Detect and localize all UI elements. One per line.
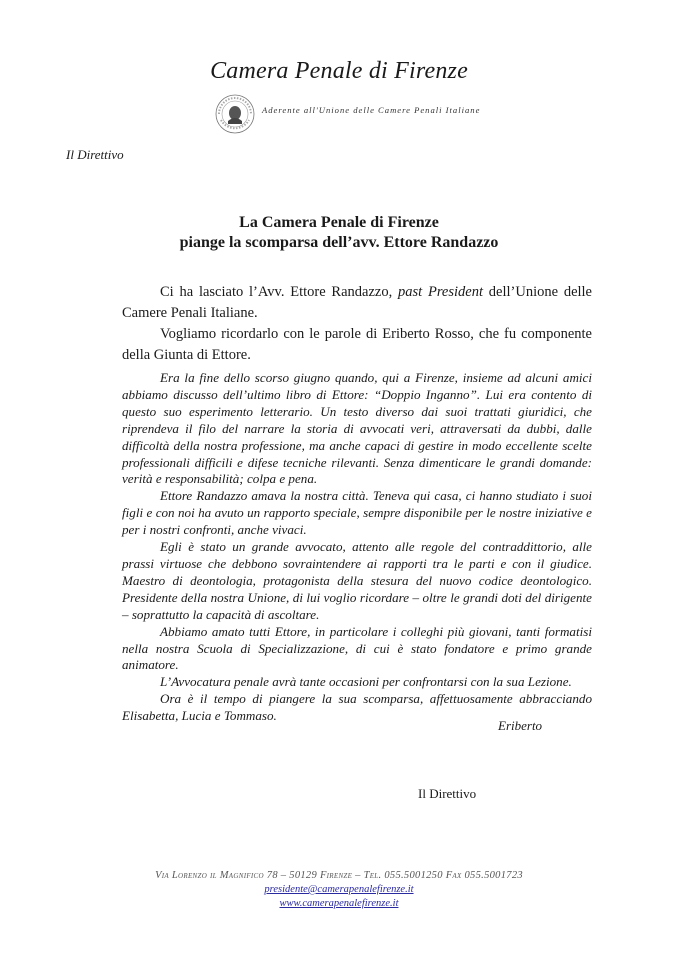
quote-paragraph: Ora è il tempo di piangere la sua scomparsa, affettuosamente abbracciando Elisabetta, Lucia e Tommaso.: [122, 691, 592, 724]
quote-paragraph: Ettore Randazzo amava la nostra città. Teneva qui casa, ci hanno studiato i suoi figli e con noi ha avuto un rapporto speciale, sempre disponibile per le nostre iniziative e per i nostri confronti, anche vivaci.: [122, 488, 592, 538]
title-line-2: piange la scomparsa dell’avv. Ettore Randazzo: [179, 234, 499, 251]
intro-text: [122, 282, 592, 366]
quote-paragraph: L’Avvocatura penale avrà tante occasioni per confrontarsi con la sua Lezione.: [160, 674, 572, 690]
quoted-tribute: [122, 370, 592, 725]
closing-signature: Il Direttivo: [418, 786, 477, 801]
seal-icon: [214, 93, 256, 135]
quote-paragraph: Abbiamo amato tutti Ettore, in particolare i colleghi più giovani, tanti formatisi nella nostra Scuola di Specializzazione, di cui è stato fondatore e primo grande animatore.: [122, 623, 592, 673]
title-line-1: La Camera Penale di Firenze: [239, 214, 439, 231]
adherent-text: Aderente all'Unione delle Camere Penali Italiane: [262, 105, 481, 115]
quote-paragraph: Egli è stato un grande avvocato, attento alle regole del contraddittorio, alle prassi virtuose che debbono sovraintendere ai rapporti tra le parti e con il giudice. Maestro di deontologia, protagonista della stesura del nuovo codice deontologico. Presidente della nostra Unione, di lui voglio ricordare – oltre le grandi doti del dirigente – soprattutto la capacità di ascoltare.: [122, 539, 592, 622]
intro-p1-emphasis: past President: [398, 284, 483, 300]
intro-p1-end: dell’Unione delle Camere Penali Italiane.: [122, 284, 592, 321]
sender-label: Il Direttivo: [66, 147, 124, 162]
intro-paragraph-1: [122, 282, 592, 324]
intro-p1-start: Ci ha lasciato l’Avv. Ettore Randazzo,: [160, 284, 399, 300]
intro-paragraph-2: Vogliamo ricordarlo con le parole di Eriberto Rosso, che fu componente della Giunta di Ettore.: [122, 326, 592, 363]
quote-signoff: Eriberto: [498, 718, 543, 733]
quote-paragraph: Era la fine dello scorso giugno quando, qui a Firenze, insieme ad alcuni amici abbiamo discusso dell’ultimo libro di Ettore: “Doppio Inganno”. Lui era contento di questo suo esperimento letterario. Un testo diverso dai suoi trattati giuridici, che riprendeva il filo del narrare la storia di avvocati veri, attraversati da dubbi, dalle difficoltà della nostra professione, ma anche capaci di gestire in modo eccellente scelte professionali difficili e difese tecniche rilevanti. Senza dimenticare le grandi domande: verità e responsabilità; colpa e pena.: [122, 370, 592, 487]
letterhead-title: Camera Penale di Firenze: [210, 58, 468, 84]
footer-website-link[interactable]: www.camerapenalefirenze.it: [279, 898, 399, 909]
document-title: [0, 213, 678, 253]
letterhead-subline: [214, 96, 480, 132]
footer-email-link[interactable]: presidente@camerapenalefirenze.it: [264, 884, 414, 895]
footer-address: Via Lorenzo il Magnifico 78 – 50129 Firenze – Tel. 055.5001250 Fax 055.5001723: [155, 870, 523, 881]
